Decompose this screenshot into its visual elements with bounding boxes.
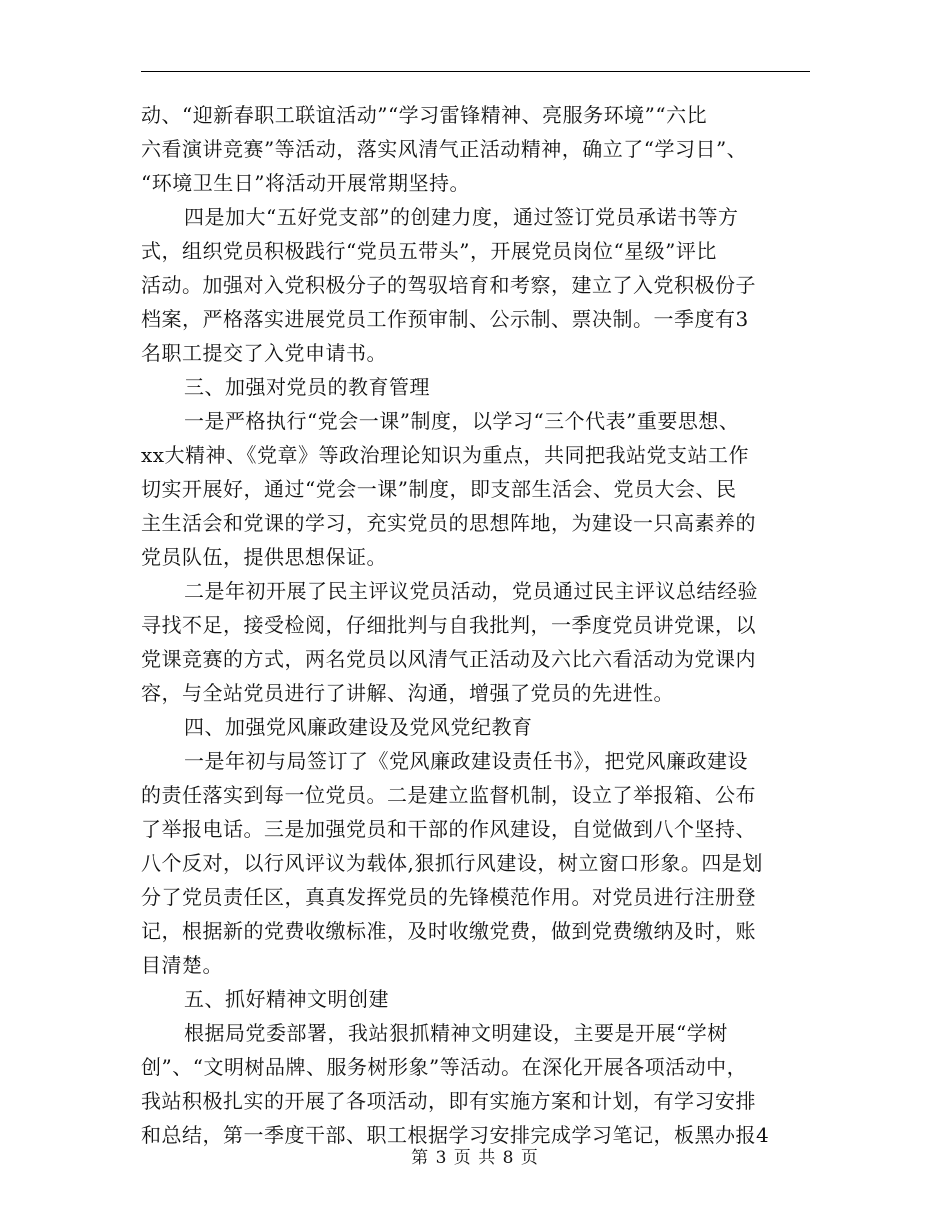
header-rule: [141, 71, 810, 72]
text-line: 档案，严格落实进展党员工作预审制、公示制、票决制。一季度有3: [141, 307, 749, 331]
text-line: 党员队伍，提供思想保证。: [141, 545, 387, 569]
text-line: 八个反对，以行风评议为载体,狠抓行风建设，树立窗口形象。四是划: [141, 851, 763, 875]
text-line: 活动。加强对入党积极分子的驾驭培育和考察，建立了入党积极份子: [141, 273, 756, 297]
text-line: 和总结，第一季度干部、职工根据学习安排完成学习笔记，板黑办报4: [141, 1123, 770, 1147]
text-line: 容，与全站党员进行了讲解、沟通，增强了党员的先进性。: [141, 681, 674, 705]
text-line: 式，组织党员积极践行“党员五带头”，开展党员岗位“星级”评比: [141, 239, 717, 263]
text-line: “环境卫生日”将活动开展常期坚持。: [141, 171, 470, 195]
text-line: 四、加强党风廉政建设及党风党纪教育: [184, 715, 533, 739]
text-line: 四是加大“五好党支部”的创建力度，通过签订党员承诺书等方: [184, 205, 739, 229]
text-line: 一是严格执行“党会一课”制度，以学习“三个代表”重要思想、: [184, 409, 740, 433]
text-line: 目清楚。: [141, 953, 223, 977]
text-line: 我站积极扎实的开展了各项活动，即有实施方案和计划，有学习安排: [141, 1089, 756, 1113]
text-line: 寻找不足，接受检阅，仔细批判与自我批判，一季度党员讲党课，以: [141, 613, 756, 637]
text-line: 名职工提交了入党申请书。: [141, 341, 387, 365]
text-line: 分了党员责任区，真真发挥党员的先锋模范作用。对党员进行注册登: [141, 885, 756, 909]
text-line: 主生活会和党课的学习，充实党员的思想阵地，为建设一只高素养的: [141, 511, 756, 535]
text-line: 三、加强对党员的教育管理: [184, 375, 430, 399]
text-line: 创”、“文明树品牌、服务树形象”等活动。在深化开展各项活动中，: [141, 1055, 748, 1079]
text-line: 五、抓好精神文明创建: [184, 987, 389, 1011]
text-line: 切实开展好，通过“党会一课”制度，即支部生活会、党员大会、民: [141, 477, 737, 501]
text-line: 的责任落实到每一位党员。二是建立监督机制，设立了举报箱、公布: [141, 783, 756, 807]
text-line: 动、“迎新春职工联谊活动”“学习雷锋精神、亮服务环境”“六比: [141, 103, 708, 127]
text-line: 根据局党委部署，我站狠抓精神文明建设，主要是开展“学树: [184, 1021, 728, 1045]
text-line: 了举报电话。三是加强党员和干部的作风建设，自觉做到八个坚持、: [141, 817, 756, 841]
text-line: 党课竞赛的方式，两名党员以风清气正活动及六比六看活动为党课内: [141, 647, 756, 671]
text-line: xx大精神、《党章》等政治理论知识为重点，共同把我站党支站工作: [141, 443, 750, 467]
body-text: [141, 98, 813, 1152]
text-line: 记，根据新的党费收缴标准，及时收缴党费，做到党费缴纳及时，账: [141, 919, 756, 943]
text-line: 二是年初开展了民主评议党员活动，党员通过民主评议总结经验: [184, 579, 758, 603]
text-line: 一是年初与局签订了《党风廉政建设责任书》，把党风廉政建设: [184, 749, 748, 773]
page-footer: 第 3 页 共 8 页: [411, 1148, 539, 1168]
text-line: 六看演讲竞赛”等活动，落实风清气正活动精神，确立了“学习日”、: [141, 137, 748, 161]
